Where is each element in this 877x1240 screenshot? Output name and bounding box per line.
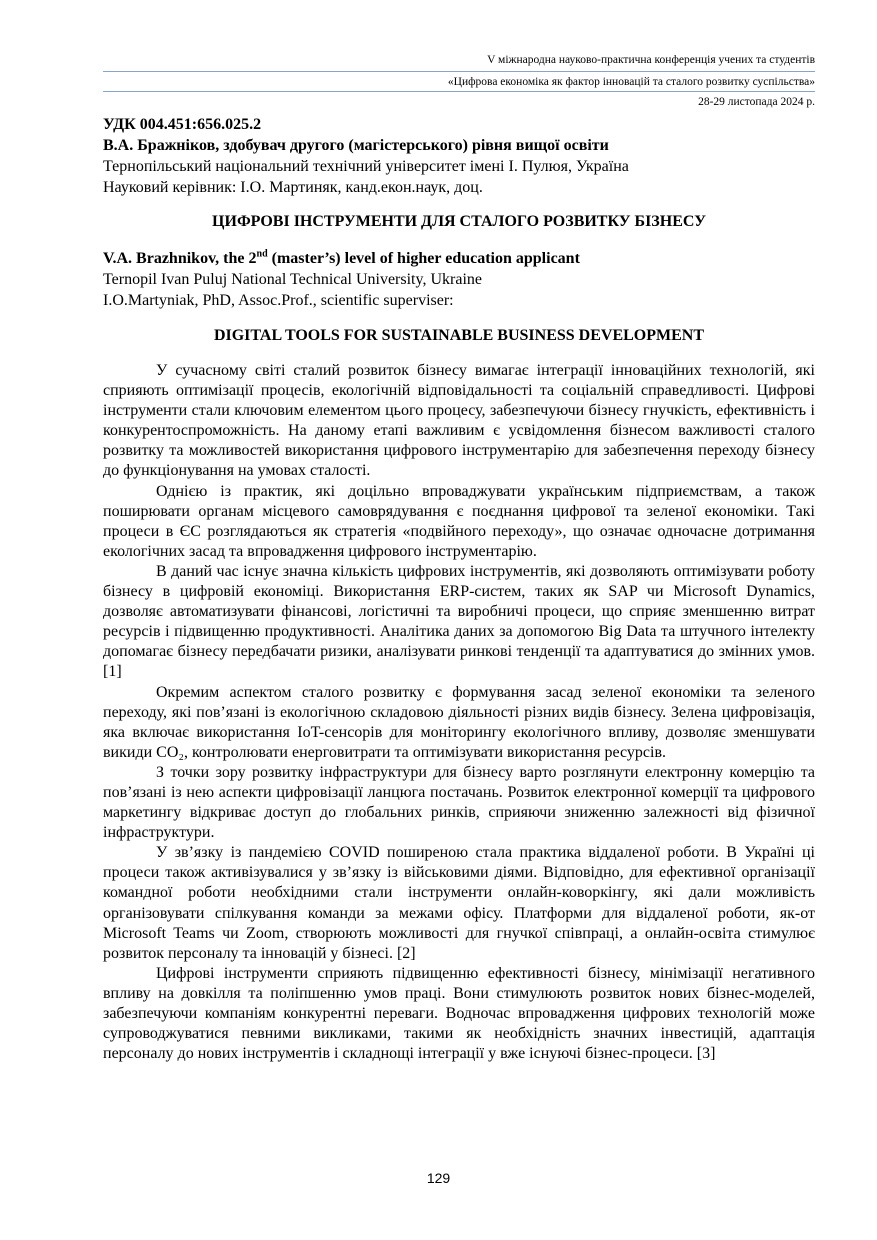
affiliation-en: Ternopil Ivan Puluj National Technical University, Ukraine (103, 271, 482, 288)
udc-code: УДК 004.451:656.025.2 (103, 116, 262, 133)
header-rule (103, 91, 815, 92)
body-paragraph: У зв’язку із пандемією COVID поширеною стала практика віддаленої роботи. В Україні ці процеси також активізувалися у зв’язку із військовими діями. Відповідно, для ефективної організації командної роботи необхідними стали інструменти онлайн-коворкінгу, які дали можливість організовувати спілкування команди за межами офісу. Платформи для віддаленої роботи, як-от Microsoft Teams чи Zoom, створюють можливості для гнучкої співпраці, а онлайн-освіта стимулює розвиток персоналу та інновацій у бізнесі. [2] (103, 844, 815, 962)
conference-date: 28-29 листопада 2024 р. (698, 96, 815, 108)
supervisor-ua: Науковий керівник: І.О. Мартиняк, канд.екон.наук, доц. (103, 179, 483, 196)
header-rule (103, 71, 815, 72)
body-paragraph: В даний час існує значна кількість цифрових інструментів, які дозволяють оптимізувати роботу бізнесу в цифровій економіці. Використання ERP-систем, таких як SAP чи Microsoft Dynamics, дозволяє автоматизувати фінансові, логістичні та виробничі процеси, що сприяє зменшенню витрат ресурсів і підвищенню продуктивності. Аналітика даних за допомогою Big Data та штучного інтелекту допомагає бізнесу передбачати ризики, аналізувати ринкові тенденції та адаптуватися до змінних умов. [1] (103, 562, 815, 681)
author-en-name: V.A. Brazhnikov, the 2 (103, 250, 257, 267)
affiliation-ua: Тернопільський національний технічний університет імені І. Пулюя, Україна (103, 158, 629, 175)
body-paragraph: У сучасному світі сталий розвиток бізнесу вимагає інтеграції інноваційних технологій, які сприяють оптимізації процесів, екологічній відповідальності та соціальній справедливості. Цифрові інструменти стали ключовим елементом цього процесу, забезпечуючи бізнесу гнучкість, ефективність і конкурентоспроможність. На даному етапі важливим є усвідомлення бізнесом важливості сталого розвитку та можливостей використання цифрового інструментарію для забезпечення переходу бізнесу до функціонування на умовах сталості. (103, 362, 815, 480)
body-paragraph: З точки зору розвитку інфраструктури для бізнесу варто розглянути електронну комерцію та пов’язані із нею аспекти цифровізації ланцюга постачань. Розвиток електронної комерції та цифрового маркетингу відкриває доступ до глобальних ринків, сприяючи зниженню залежності від фізичної інфраструктури. (103, 763, 815, 842)
author-en-rest: (master’s) level of higher education applicant (267, 250, 580, 267)
body-paragraph: Окремим аспектом сталого розвитку є формування засад зеленої економіки та зеленого переходу, які пов’язані із екологічною складовою діяльності різних видів бізнесу. Зелена цифровізація, яка включає використання IoT-сенсорів для моніторингу екологічного впливу, дозволяє зменшувати викиди CO₂, контролювати енерговитрати та оптимізувати використання ресурсів. (103, 683, 815, 761)
paper-title-en: DIGITAL TOOLS FOR SUSTAINABLE BUSINESS DEVELOPMENT (213, 327, 705, 344)
author-ua: В.А. Бражніков, здобувач другого (магістерського) рівня вищої освіти (103, 137, 609, 154)
conference-header: V міжнародна науково-практична конференція учених та студентів (487, 54, 815, 66)
author-en (103, 248, 815, 269)
paper-body (103, 361, 815, 1064)
conference-theme: «Цифрова економіка як фактор інновацій та сталого розвитку суспільства» (447, 76, 815, 88)
body-paragraph: Однією із практик, які доцільно впроваджувати українським підприємствам, а також поширювати органам місцевого самоврядування є поєднання цифрової та зеленої економіки. Такі процеси в ЄС розглядаються як стратегія «подвійного переходу», що означає одночасне дотримання екологічних засад та впровадження цифрового інструментарію. (103, 482, 815, 560)
paper-title-ua: ЦИФРОВІ ІНСТРУМЕНТИ ДЛЯ СТАЛОГО РОЗВИТКУ БІЗНЕСУ (212, 213, 706, 230)
author-en-ordinal: nd (256, 248, 268, 260)
page-number: 129 (426, 1170, 451, 1186)
body-paragraph: Цифрові інструменти сприяють підвищенню ефективності бізнесу, мінімізації негативного впливу на довкілля та поліпшенню умов праці. Вони стимулюють розвиток нових бізнес-моделей, забезпечуючи компаніям конкурентні переваги. Водночас впровадження цифрових технологій може супроводжуватися певними викликами, такими як необхідність значних інвестицій, адаптація персоналу до нових інструментів і складнощі інтеграції у вже існуючі бізнес-процеси. [3] (103, 964, 815, 1063)
supervisor-en: I.O.Martyniak, PhD, Assoc.Prof., scientific superviser: (103, 292, 454, 309)
